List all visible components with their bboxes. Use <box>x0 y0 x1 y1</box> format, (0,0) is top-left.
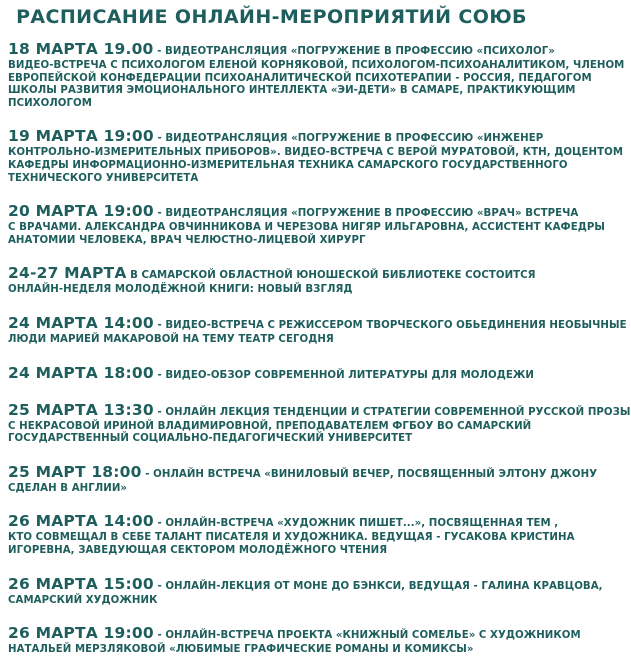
event-item <box>8 202 605 247</box>
event-line <box>8 365 535 384</box>
event-text: - ВИДЕОТРАНСЛЯЦИЯ «ПОГРУЖЕНИЕ В ПРОФЕССИЮ «ПСИХОЛОГ» <box>153 46 555 57</box>
event-item <box>8 313 627 347</box>
event-line <box>8 40 555 60</box>
event-line <box>8 60 625 73</box>
event-line <box>8 433 535 446</box>
event-line <box>8 235 535 248</box>
event-text: КТО СОВМЕЩАЛ В СЕБЕ ТАЛАНТ ПИСАТЕЛЯ И ХУДОЖНИКА. ВЕДУЩАЯ - ГУСАКОВА КРИСТИНА <box>8 532 575 544</box>
event-item <box>8 512 575 557</box>
event-item <box>8 624 581 657</box>
page-title: РАСПИСАНИЕ ОНЛАЙН-МЕРОПРИЯТИЙ СОЮБ <box>16 6 527 28</box>
event-gap <box>8 110 535 128</box>
event-line <box>8 284 535 297</box>
event-line <box>8 173 535 186</box>
event-item <box>8 574 603 608</box>
event-gap <box>8 495 535 513</box>
event-date: 19 МАРТА 19:00 <box>8 127 154 146</box>
event-text: ШКОЛЫ РАЗВИТИЯ ЭМОЦИОНАЛЬНОГО ИНТЕЛЛЕКТА «ЭИ-ДЕТИ» В САМАРЕ, ПРАКТИКУЮЩИМ <box>8 85 576 97</box>
event-text: САМАРСКИЙ ХУДОЖНИК <box>8 594 158 606</box>
event-list <box>8 40 631 657</box>
event-gap <box>8 558 535 576</box>
event-text: - ВИДЕО-ВСТРЕЧА С РЕЖИССЕРОМ ТВОРЧЕСКОГО ОБЬЕДИНЕНИЯ НЕОБЫЧНЫЕ <box>153 319 627 331</box>
event-line <box>8 400 631 421</box>
event-line <box>8 265 535 284</box>
event-item <box>8 400 631 446</box>
event-gap <box>8 297 535 315</box>
event-text: С ВРАЧАМИ. АЛЕКСАНДРА ОВЧИННИКОВА И ЧЕРЕЗОВА НИГЯР ИЛЬГАРОВНА, АССИСТЕНТ КАФЕДРЫ <box>8 222 605 234</box>
event-line <box>8 127 544 147</box>
event-line <box>8 574 603 595</box>
event-line <box>8 483 535 496</box>
event-text: КАФЕДРЫ ИНФОРМАЦИОННО-ИЗМЕРИТЕЛЬНАЯ ТЕХНИКА САМАРСКОГО ГОСУДАРСТВЕННОГО <box>8 159 568 171</box>
event-text: СДЕЛАН В АНГЛИИ» <box>8 482 128 494</box>
event-date: 24-27 МАРТА <box>8 264 127 283</box>
event-text: - ВИДЕО-ОБЗОР СОВРЕМЕННОЙ ЛИТЕРАТУРЫ ДЛЯ МОЛОДЕЖИ <box>153 369 534 381</box>
event-date: 20 МАРТА 19:00 <box>8 202 154 221</box>
event-gap <box>8 247 535 265</box>
event-text: - ОНЛАЙН-ЛЕКЦИЯ ОТ МОНЕ ДО БЭНКСИ, ВЕДУЩАЯ - ГАЛИНА КРАВЦОВА, <box>153 580 603 592</box>
event-text: ГОСУДАРСТВЕННЫЙ СОЦИАЛЬНО-ПЕДАГОГИЧЕСКИЙ УНИВЕРСИТЕТ <box>8 433 413 445</box>
event-text: - ОНЛАЙН ВСТРЕЧА «ВИНИЛОВЫЙ ВЕЧЕР, ПОСВЯЩЕННЫЙ ЭЛТОНУ ДЖОНУ <box>141 468 598 480</box>
event-item <box>8 127 624 185</box>
event-text: ОНЛАЙН-НЕДЕЛЯ МОЛОДЁЖНОЙ КНИГИ: НОВЫЙ ВЗГЛЯД <box>8 284 353 296</box>
event-date: 26 МАРТА 19:00 <box>8 624 154 643</box>
event-text: ИГОРЕВНА, ЗАВЕДУЮЩАЯ СЕКТОРОМ МОЛОДЁЖНОГО ЧТЕНИЯ <box>8 544 388 556</box>
event-item <box>8 40 625 110</box>
event-text: - ВИДЕОТРАНСЛЯЦИЯ «ПОГРУЖЕНИЕ В ПРОФЕССИЮ «ВРАЧ» ВСТРЕЧА <box>153 208 579 220</box>
event-text: ЕВРОПЕЙСКОЙ КОНФЕДЕРАЦИИ ПСИХОАНАЛИТИЧЕСКОЙ ПСИХОТЕРАПИИ - РОССИЯ, ПЕДАГОГОМ <box>8 72 592 84</box>
event-text: ВИДЕО-ВСТРЕЧА С ПСИХОЛОГОМ ЕЛЕНОЙ КОРНЯКОВОЙ, ПСИХОЛОГОМ-ПСИХОАНАЛИТИКОМ, ЧЛЕНОМ <box>8 60 625 71</box>
event-line <box>8 222 605 235</box>
event-text: - ВИДЕОТРАНСЛЯЦИЯ «ПОГРУЖЕНИЕ В ПРОФЕССИЮ «ИНЖЕНЕР <box>153 133 544 145</box>
event-gap <box>8 185 535 203</box>
event-text: ТЕХНИЧЕСКОГО УНИВЕРСИТЕТА <box>8 172 199 184</box>
event-line <box>8 644 535 657</box>
event-text: В САМАРСКОЙ ОБЛАСТНОЙ ЮНОШЕСКОЙ БИБЛИОТЕКЕ СОСТОИТСЯ <box>126 270 536 282</box>
event-text: НАТАЛЬЕЙ МЕРЗЛЯКОВОЙ «ЛЮБИМЫЕ ГРАФИЧЕСКИЕ РОМАНЫ И КОМИКСЫ» <box>8 644 474 656</box>
event-date: 25 МАРТ 18:00 <box>8 462 142 481</box>
event-text: - ОНЛАЙН ЛЕКЦИЯ ТЕНДЕНЦИИ И СТРАТЕГИИ СОВРЕМЕННОЙ РУССКОЙ ПРОЗЫ <box>153 406 631 418</box>
event-date: 24 МАРТА 14:00 <box>8 313 154 332</box>
event-item <box>8 365 535 384</box>
event-line <box>8 334 535 347</box>
event-text: - ОНЛАЙН-ВСТРЕЧА ПРОЕКТА «КНИЖНЫЙ СОМЕЛЬЕ» С ХУДОЖНИКОМ <box>153 630 581 642</box>
event-gap <box>8 607 535 625</box>
event-text: С НЕКРАСОВОЙ ИРИНОЙ ВЛАДИМИРОВНОЙ, ПРЕПОДАВАТЕЛЕМ ФГБОУ ВО САМАРСКИЙ <box>8 420 532 432</box>
event-line <box>8 313 627 334</box>
event-item <box>8 265 535 297</box>
event-line <box>8 532 575 545</box>
event-line <box>8 85 576 98</box>
event-text: КОНТРОЛЬНО-ИЗМЕРИТЕЛЬНЫХ ПРИБОРОВ». ВИДЕО-ВСТРЕЧА С ВЕРОЙ МУРАТОВОЙ, КТН, ДОЦЕНТОМ <box>8 147 624 159</box>
event-date: 24 МАРТА 18:00 <box>8 363 154 382</box>
event-line <box>8 98 535 111</box>
event-text: ЛЮДИ МАРИЕЙ МАКАРОВОЙ НА ТЕМУ ТЕАТР СЕГОДНЯ <box>8 333 334 345</box>
event-item <box>8 462 598 496</box>
event-line <box>8 624 581 644</box>
event-text: - ОНЛАЙН-ВСТРЕЧА «ХУДОЖНИК ПИШЕТ...», ПОСВЯЩЕННАЯ ТЕМ , <box>153 518 559 530</box>
event-gap <box>8 446 535 464</box>
event-date: 26 МАРТА 15:00 <box>8 574 154 593</box>
event-date: 26 МАРТА 14:00 <box>8 512 154 531</box>
event-line <box>8 462 598 483</box>
event-text: АНАТОМИИ ЧЕЛОВЕКА, ВРАЧ ЧЕЛЮСТНО-ЛИЦЕВОЙ ХИРУРГ <box>8 234 366 246</box>
event-gap <box>8 347 535 365</box>
event-line <box>8 421 535 434</box>
event-date: 25 МАРТА 13:30 <box>8 400 154 419</box>
event-text: ПСИХОЛОГОМ <box>8 97 92 109</box>
event-line <box>8 595 535 608</box>
event-line <box>8 72 592 86</box>
event-line <box>8 202 579 222</box>
event-date: 18 МАРТА 19.00 <box>8 40 154 58</box>
event-line <box>8 545 535 558</box>
event-line <box>8 159 568 173</box>
event-gap <box>8 384 535 402</box>
event-line <box>8 512 559 532</box>
event-line <box>8 147 624 160</box>
